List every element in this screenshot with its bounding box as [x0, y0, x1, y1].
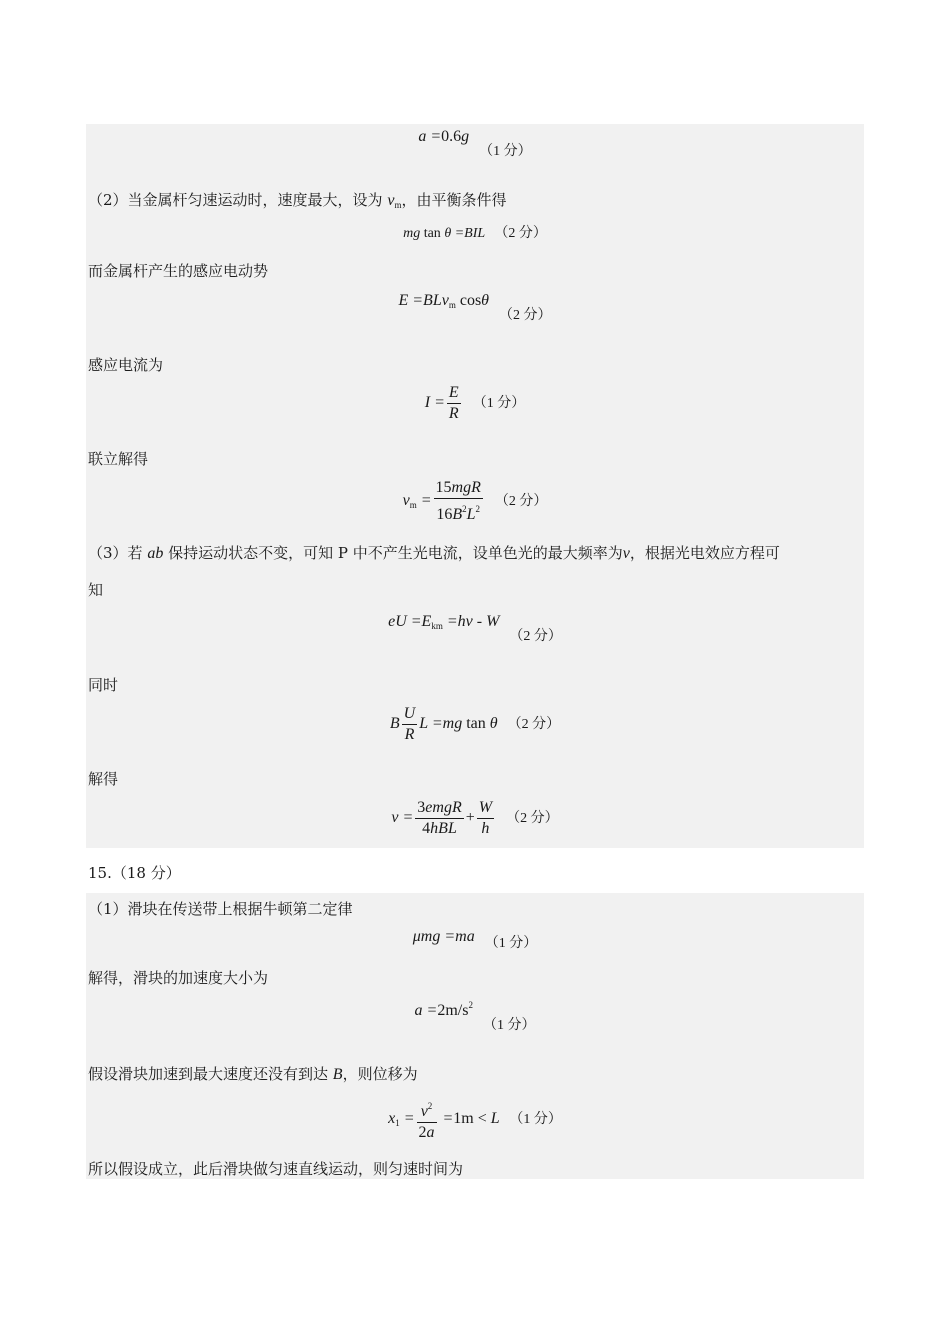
score-label: （2 分）: [509, 629, 562, 644]
part3-line1: （3）若 ab 保持运动状态不变，可知 P 中不产生光电流，设单色光的最大频率为ν，根据光电效应方程可: [88, 544, 780, 562]
equation-force: B $\frac{U}{R}$ L =mg tan θ （2 分）: [389, 705, 561, 743]
score-label: （2 分）: [506, 811, 559, 827]
accel-intro: 解得，滑块的加速度大小为: [88, 969, 269, 987]
equation-accel-value: $a =2m/s^2$ （1 分）: [414, 1000, 536, 1033]
score-label: （1 分）: [479, 144, 532, 159]
assumption-text: 假设滑块加速到最大速度还没有到达 B，则位移为: [88, 1065, 418, 1083]
solve2-text: 解得: [88, 770, 119, 788]
fraction: $\frac{E}{R}$: [448, 384, 459, 422]
score-label: （1 分）: [472, 396, 526, 412]
part2-intro: （2）当金属杆匀速运动时，速度最大，设为 $v_m$，由平衡条件得: [88, 191, 507, 210]
score-label: （2 分）: [494, 226, 547, 241]
emf-intro: 而金属杆产生的感应电动势: [88, 262, 269, 280]
conclusion-text: 所以假设成立，此后滑块做匀速直线运动，则匀速时间为: [88, 1160, 464, 1178]
score-label: （2 分）: [494, 494, 548, 510]
score-label: （1 分）: [509, 1112, 562, 1128]
equation-frequency: ν = $\frac{\text{3emgR}}{\text{4hBL}}$ + $\frac{W}{h}$ （2 分）: [391, 799, 559, 837]
equation-displacement: $x_1$ = $\frac{v^2}{2a}$ =1m < L （1 分）: [0, 1096, 950, 1143]
equation-vmax: $v_m$ = $\frac{\text{15mgR}}{16B^2L^2}$ （2 分）: [402, 479, 548, 523]
equation-emf: E =BLv$_m$ cosθ （2 分）: [398, 292, 552, 323]
equation-balance: mg tan θ =BIL （2 分）: [403, 226, 547, 241]
q15-part1-intro: （1）滑块在传送带上根据牛顿第二定律: [88, 900, 353, 918]
solve-intro: 联立解得: [88, 450, 149, 468]
equation-acceleration: a =0.6g （1 分）: [418, 128, 532, 159]
score-label: （1 分）: [484, 936, 538, 951]
equation-newton: μmg =ma （1 分）: [412, 928, 538, 951]
score-label: （2 分）: [507, 717, 561, 733]
fraction: $\frac{W}{h}$: [478, 799, 493, 837]
part3-line2: 知: [88, 581, 104, 599]
fraction: $\frac{\text{3emgR}}{\text{4hBL}}$: [417, 799, 462, 837]
score-label: （1 分）: [482, 1018, 536, 1033]
fraction: $\frac{U}{R}$: [403, 705, 416, 743]
current-intro: 感应电流为: [88, 356, 164, 374]
score-label: （2 分）: [499, 308, 552, 323]
fraction: $\frac{v^2}{2a}$: [417, 1096, 437, 1143]
same-time-text: 同时: [88, 676, 119, 694]
question-15-heading: 15.（18 分）: [88, 864, 181, 882]
equation-photoelectric: eU $=E_{km} =h\nu - W$ （2 分）: [388, 613, 562, 644]
fraction: $\frac{\text{15mgR}}{16B^2L^2}$: [435, 479, 481, 523]
equation-current: I = $\frac{E}{R}$ （1 分）: [424, 384, 526, 422]
